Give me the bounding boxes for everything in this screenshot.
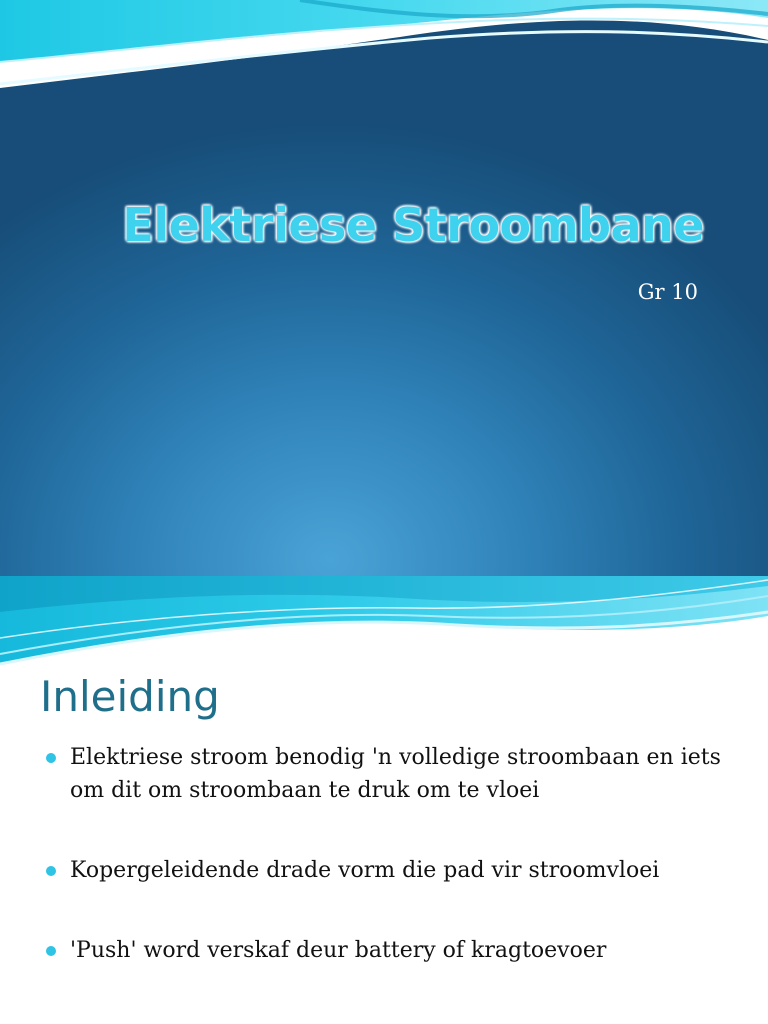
slide-heading: Inleiding (40, 672, 220, 721)
list-item (40, 934, 740, 967)
list-item (40, 854, 740, 887)
wave-decoration (0, 576, 768, 676)
bullet-icon (46, 866, 56, 876)
slide-title: Elektriese Stroombane (122, 198, 704, 252)
bullet-text: Kopergeleidende drade vorm die pad vir stroomvloei (70, 858, 660, 883)
slide-subtitle: Gr 10 (637, 280, 698, 304)
content-slide (0, 576, 768, 1024)
list-item (40, 741, 740, 807)
bullet-text: 'Push' word verskaf deur battery of kragtoevoer (70, 938, 607, 963)
wave-decoration (0, 0, 768, 110)
bullet-text: Elektriese stroom benodig 'n volledige stroombaan en iets om dit om stroombaan te druk om te vloei (70, 745, 721, 803)
bullet-icon (46, 753, 56, 763)
bullet-icon (46, 946, 56, 956)
bullet-list (40, 741, 740, 967)
